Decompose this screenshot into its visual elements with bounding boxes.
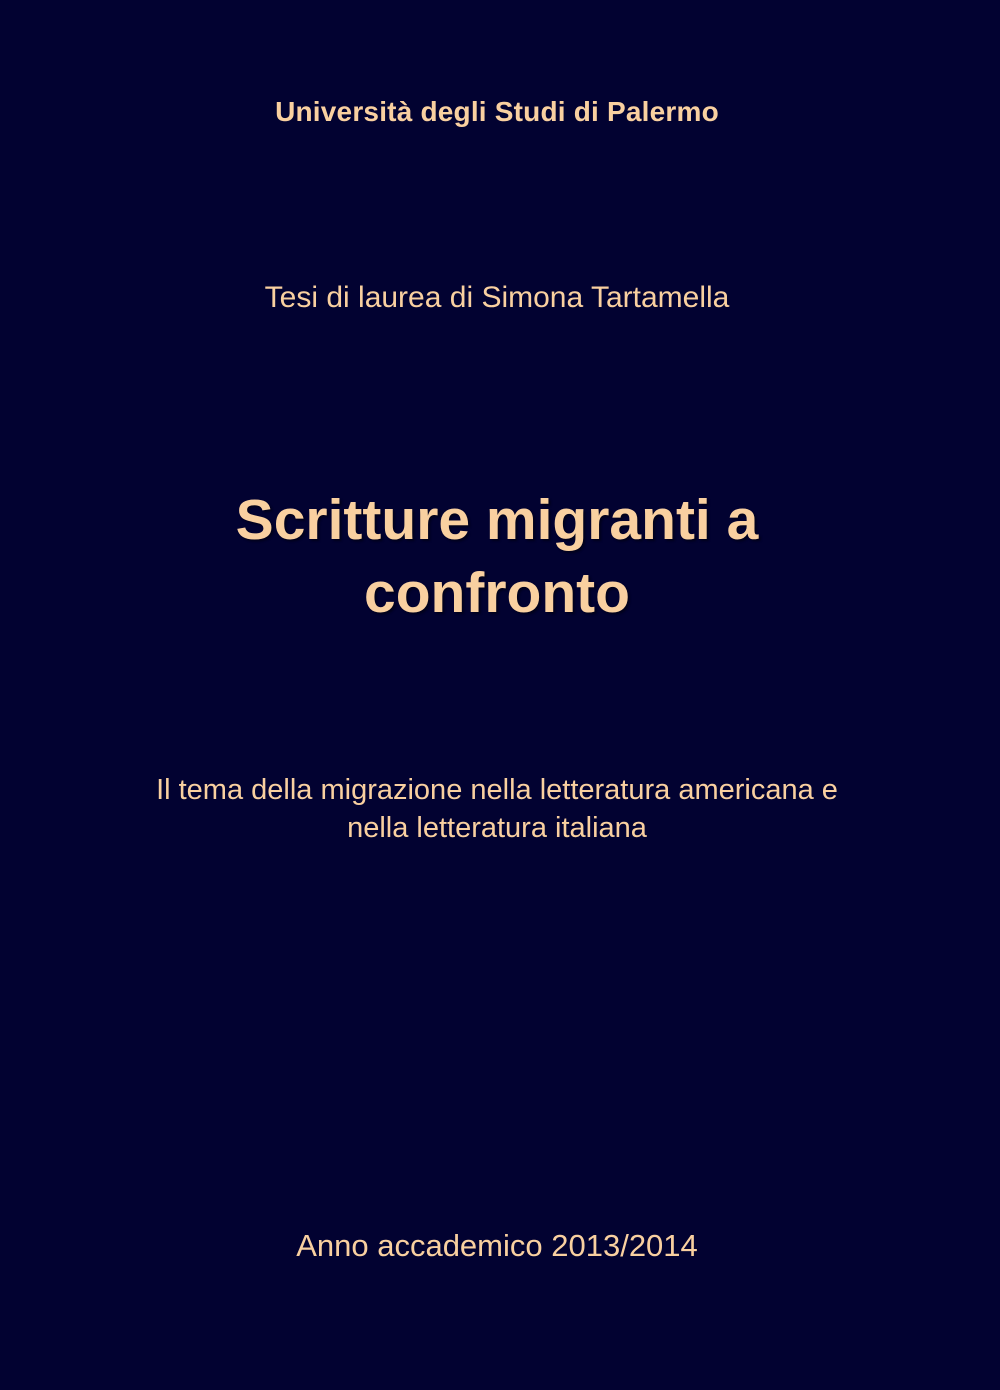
academic-year: Anno accademico 2013/2014	[296, 1228, 698, 1263]
thesis-title-line-2: confronto	[364, 561, 630, 625]
thesis-subtitle	[0, 771, 994, 847]
thesis-title-line-1: Scritture migranti a	[235, 488, 759, 552]
thesis-author-line: Tesi di laurea di Simona Tartamella	[264, 281, 730, 314]
university-name: Università degli Studi di Palermo	[275, 96, 719, 127]
thesis-title	[0, 484, 994, 630]
thesis-subtitle-line-2: nella letteratura italiana	[347, 812, 647, 844]
thesis-subtitle-line-1: Il tema della migrazione nella letteratura americana e	[156, 774, 838, 806]
